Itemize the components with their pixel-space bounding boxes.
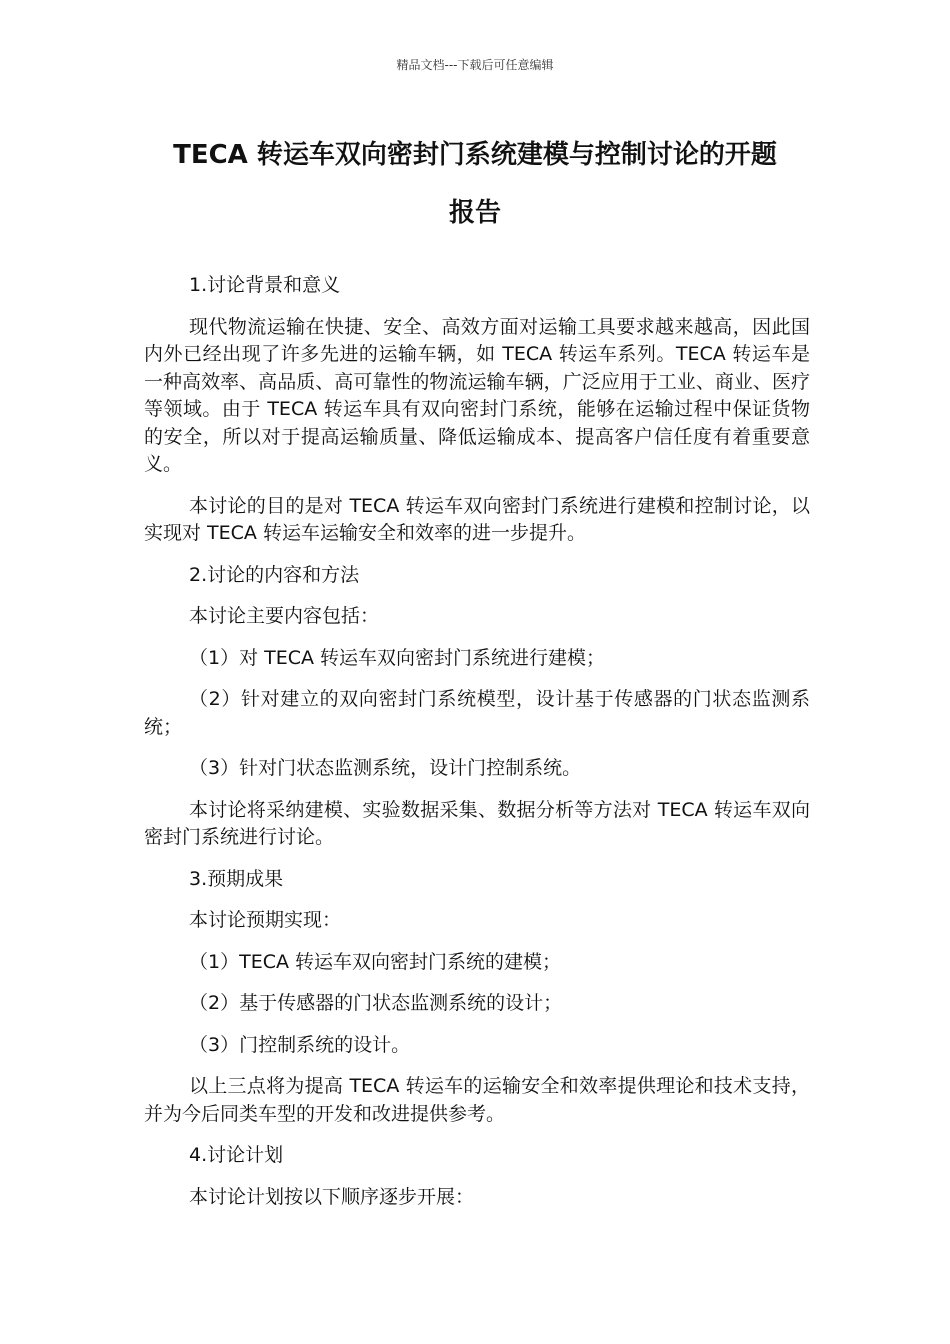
section-2-intro: 本讨论主要内容包括： <box>189 605 380 627</box>
section-1-paragraph-2: 本讨论的目的是对 TECA 转运车双向密封门系统进行建模和控制讨论，以实现对 TECA 转运车运输安全和效率的进一步提升。 <box>144 494 810 544</box>
section-1-heading: 1.讨论背景和意义 <box>189 274 341 296</box>
section-2-item-3: （3）针对门状态监测系统，设计门控制系统。 <box>189 757 582 779</box>
document-title-line-1: TECA 转运车双向密封门系统建模与控制讨论的开题 <box>173 140 777 170</box>
section-2-item-2: （2）针对建立的双向密封门系统模型，设计基于传感器的门状态监测系统； <box>144 688 810 738</box>
section-4-heading: 4.讨论计划 <box>189 1144 284 1166</box>
section-2-item-1: （1）对 TECA 转运车双向密封门系统进行建模； <box>189 646 606 669</box>
section-3-intro: 本讨论预期实现： <box>189 909 342 931</box>
section-2-heading: 2.讨论的内容和方法 <box>189 563 360 586</box>
section-3-item-3: （3）门控制系统的设计。 <box>189 1033 411 1056</box>
section-1-paragraph-1: 现代物流运输在快捷、安全、高效方面对运输工具要求越来越高，因此国内外已经出现了许多先进的运输车辆，如 TECA 转运车系列。TECA 转运车是一种高效率、高品质、高可靠性的物流运输车辆，广泛应用于工业、商业、医疗等领域。由于 TECA 转运车具有双向密封门系统，能够在运输过程中保证货物的安全，所以对于提高运输质量、降低运输成本、提高客户信任度有着重要意义。 <box>144 315 810 475</box>
section-3-item-1: （1）TECA 转运车双向密封门系统的建模； <box>189 950 562 973</box>
document-body <box>144 272 810 1225</box>
document-title-line-2: 报告 <box>448 198 501 228</box>
section-3-item-2: （2）基于传感器的门状态监测系统的设计； <box>189 992 563 1014</box>
section-2-method-paragraph: 本讨论将采纳建模、实验数据采集、数据分析等方法对 TECA 转运车双向密封门系统进行讨论。 <box>144 798 810 848</box>
header-note: 精品文档---下载后可任意编辑 <box>396 58 554 72</box>
section-3-heading: 3.预期成果 <box>189 867 284 890</box>
section-4-intro: 本讨论计划按以下顺序逐步开展： <box>189 1185 475 1208</box>
section-3-summary-paragraph: 以上三点将为提高 TECA 转运车的运输安全和效率提供理论和技术支持，并为今后同类车型的开发和改进提供参考。 <box>144 1075 810 1125</box>
